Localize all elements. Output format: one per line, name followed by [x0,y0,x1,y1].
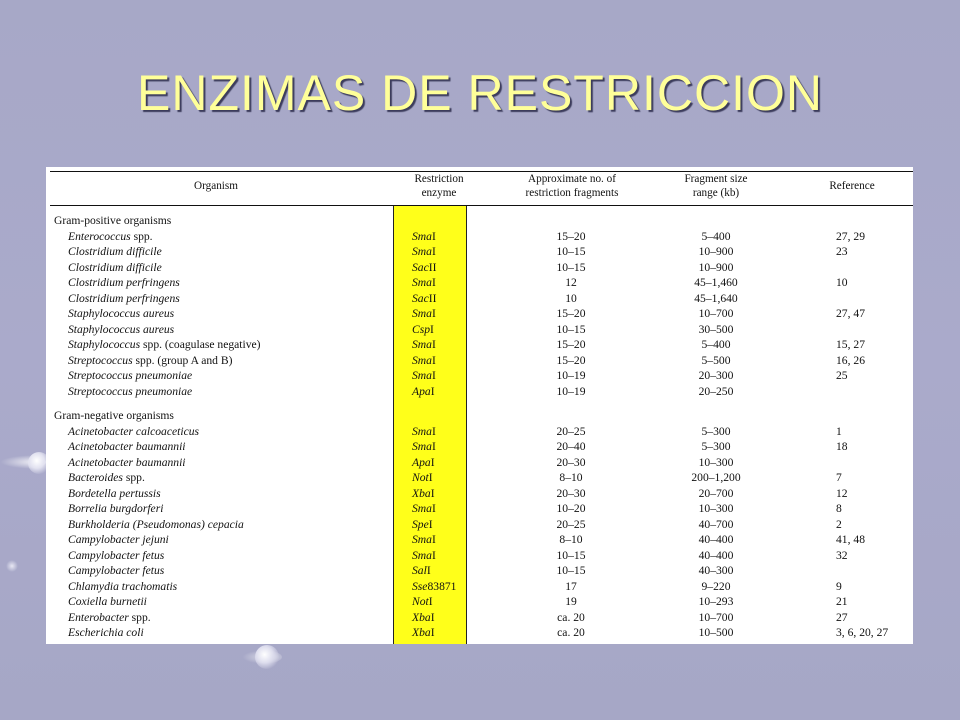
table-row [46,532,913,548]
table-row [46,424,913,440]
fragments-cell: 10–15 [556,548,586,562]
table-row [46,244,913,260]
table-row [46,368,913,384]
fragments-cell: 10 [565,291,577,305]
reference-cell: 3, 6, 20, 27 [836,626,889,639]
table-row [46,322,913,338]
fragments-cell: 8–10 [559,471,583,484]
reference-cell: 9 [836,579,842,593]
table-row [46,501,913,517]
organism-cell: Campylobacter fetus [68,548,165,562]
reference-cell: 2 [836,517,842,531]
fragment-size-cell: 10–300 [698,455,734,469]
table-row [46,275,913,291]
reference-cell: 1 [836,424,842,438]
header-size: Fragment size range (kb) [684,173,748,199]
fragments-cell: 20–30 [556,486,586,500]
fragments-cell: ca. 20 [557,626,585,639]
table-row [46,486,913,502]
enzyme-cell: SmaI [412,533,436,546]
enzyme-cell: SmaI [412,307,436,320]
reference-cell: 18 [836,440,848,453]
table-row [46,229,913,245]
table-row [46,455,913,471]
organism-cell: Campylobacter fetus [68,564,165,577]
enzyme-cell: SpeI [412,517,433,531]
reference-cell: 27, 29 [836,229,865,243]
enzyme-cell: Sse83871 [412,579,457,593]
decorative-glow [0,455,46,469]
enzyme-cell: SmaI [412,369,436,382]
header-enzyme: Restriction enzyme [414,173,464,199]
table-row [46,563,913,579]
enzyme-cell: SmaI [412,424,436,438]
enzyme-cell: SalI [412,564,431,577]
enzyme-cell: SmaI [412,548,436,562]
organism-cell: Acinetobacter baumannii [68,455,186,469]
fragment-size-cell: 40–700 [698,517,734,531]
decorative-bubble [6,560,18,572]
organism-cell: Bacteroides spp. [68,471,145,484]
enzyme-cell: SmaI [412,440,436,453]
organism-cell: Staphylococcus aureus [68,307,175,320]
fragments-cell: 15–20 [556,307,586,320]
organism-cell: Clostridium difficile [68,260,162,274]
fragment-size-cell: 10–900 [698,245,734,258]
fragment-size-cell: 10–700 [698,307,734,320]
header-rule [50,205,913,206]
fragments-cell: 8–10 [559,533,583,546]
fragments-cell: 20–25 [556,424,586,438]
fragments-cell: 10–15 [556,245,586,258]
decorative-glow [242,650,282,664]
organism-cell: Streptococcus pneumoniae [68,369,193,382]
reference-cell: 10 [836,276,848,289]
fragment-size-cell: 40–400 [698,533,734,546]
organism-cell: Staphylococcus aureus [68,322,175,336]
fragment-size-cell: 10–500 [698,626,734,639]
fragments-cell: 10–15 [556,260,586,274]
fragments-cell: 10–19 [556,384,586,398]
enzyme-cell: SacII [412,291,437,305]
reference-cell: 15, 27 [836,338,865,351]
enzyme-cell: SmaI [412,245,436,258]
table-top-rule [50,171,913,172]
reference-cell: 16, 26 [836,353,865,367]
enzyme-cell: XbaI [412,486,435,500]
enzyme-cell: CspI [412,322,434,336]
header-reference: Reference [829,180,875,192]
table-row [46,384,913,400]
header-fragments: Approximate no. of restriction fragments [525,173,619,199]
fragment-size-cell: 5–300 [701,440,731,453]
fragment-size-cell: 40–300 [698,564,734,577]
fragment-size-cell: 40–400 [698,548,734,562]
reference-cell: 27 [836,610,848,624]
table-row [46,625,913,641]
fragment-size-cell: 20–250 [698,384,734,398]
table-row [46,260,913,276]
slide-title: ENZIMAS DE RESTRICCION [137,65,823,121]
organism-cell: Clostridium perfringens [68,276,180,289]
organism-cell: Chlamydia trachomatis [68,579,178,593]
organism-cell: Enterococcus spp. [68,229,153,243]
fragment-size-cell: 45–1,460 [694,276,738,289]
reference-cell: 21 [836,595,848,608]
fragments-cell: 15–20 [556,338,586,351]
organism-cell: Borrelia burgdorferi [68,502,164,515]
fragment-size-cell: 5–300 [701,424,731,438]
organism-cell: Staphylococcus spp. (coagulase negative) [68,338,261,351]
group-heading: Gram-positive organisms [54,214,172,227]
table-row [46,579,913,595]
fragments-cell: 10–20 [556,502,586,515]
enzyme-cell: XbaI [412,626,435,639]
group-heading: Gram-negative organisms [54,409,174,422]
reference-cell: 7 [836,471,842,484]
fragment-size-cell: 20–300 [698,369,734,382]
decorative-bubble [255,645,279,669]
organism-cell: Streptococcus spp. (group A and B) [68,353,233,367]
organism-cell: Clostridium difficile [68,245,162,258]
fragment-size-cell: 9–220 [701,579,731,593]
fragments-cell: 20–25 [556,517,586,531]
organism-cell: Acinetobacter calcoaceticus [68,424,200,438]
fragment-size-cell: 30–500 [698,322,734,336]
enzyme-cell: SmaI [412,338,436,351]
fragments-cell: 19 [565,595,577,608]
enzyme-cell: NotI [412,595,433,608]
table-row [46,548,913,564]
table-row [46,353,913,369]
reference-cell: 32 [836,548,848,562]
fragments-cell: 20–30 [556,455,586,469]
fragment-size-cell: 10–300 [698,502,734,515]
table-row [46,291,913,307]
fragment-size-cell: 20–700 [698,486,734,500]
fragments-cell: 12 [565,276,577,289]
fragments-cell: 17 [565,579,577,593]
reference-cell: 12 [836,486,848,500]
table-row [46,337,913,353]
table-row [46,517,913,533]
fragments-cell: 15–20 [556,229,586,243]
fragments-cell: 15–20 [556,353,586,367]
fragment-size-cell: 5–400 [701,338,731,351]
fragment-size-cell: 45–1,640 [694,291,738,305]
fragments-cell: 10–19 [556,369,586,382]
organism-cell: Campylobacter jejuni [68,533,169,546]
fragments-cell: 20–40 [556,440,586,453]
fragment-size-cell: 10–900 [698,260,734,274]
organism-cell: Coxiella burnetii [68,595,147,608]
organism-cell: Acinetobacter baumannii [68,440,186,453]
enzyme-cell: SacII [412,260,437,274]
header-organism: Organism [194,180,238,192]
fragment-size-cell: 5–400 [701,229,731,243]
reference-cell: 25 [836,369,848,382]
fragments-cell: 10–15 [556,322,586,336]
table-row [46,594,913,610]
enzyme-cell: SmaI [412,276,436,289]
enzyme-cell: XbaI [412,610,435,624]
organism-cell: Bordetella pertussis [68,486,161,500]
fragments-cell: ca. 20 [557,610,585,624]
organism-cell: Escherichia coli [68,626,144,639]
organism-cell: Streptococcus pneumoniae [68,384,193,398]
table-row [46,610,913,626]
fragment-size-cell: 10–700 [698,610,734,624]
enzyme-cell: SmaI [412,353,436,367]
enzyme-cell: SmaI [412,502,436,515]
reference-cell: 41, 48 [836,533,865,546]
fragment-size-cell: 10–293 [698,595,734,608]
fragments-cell: 10–15 [556,564,586,577]
table-row [46,306,913,322]
restriction-enzyme-table [46,167,913,644]
table-row [46,439,913,455]
enzyme-cell: SmaI [412,229,436,243]
enzyme-cell: ApaI [412,384,435,398]
organism-cell: Burkholderia (Pseudomonas) cepacia [68,517,244,531]
reference-cell: 23 [836,245,848,258]
fragment-size-cell: 200–1,200 [691,471,741,484]
reference-cell: 27, 47 [836,307,865,320]
reference-cell: 8 [836,502,842,515]
fragment-size-cell: 5–500 [701,353,731,367]
organism-cell: Enterobacter spp. [68,610,151,624]
enzyme-cell: ApaI [412,455,435,469]
organism-cell: Clostridium perfringens [68,291,180,305]
enzyme-cell: NotI [412,471,433,484]
table-row [46,470,913,486]
